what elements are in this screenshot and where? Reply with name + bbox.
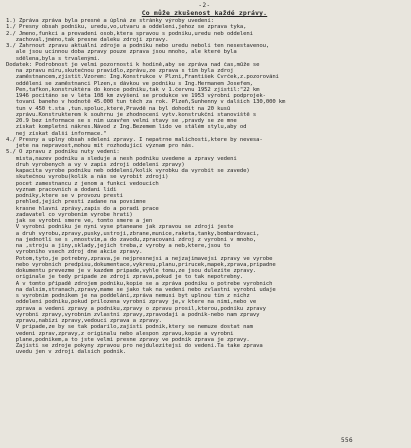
text-line: 1./ Presny obsah podniku, uredu,vo,utvaru a oddeleni,jehoz se zprava tyka, (6, 24, 247, 31)
text-line: vyznam pracovnich a dodani lidi (6, 186, 117, 193)
text-line: ale jsou ucinnou doba zpravy pouze zprava jsou mnoho, ale které byla (6, 49, 237, 56)
text-line: 4./ Presny a uplny obsah sdeleni zpravy. I nepatrne malichosti,ktere by nevesa- (6, 136, 263, 143)
text-line: zachoval,jméno,tak presne daleku zdroji zpravy. (6, 36, 169, 43)
text-line: Dodatek: Podrobnost je velmi pozornosti k hodině,aby se zpráva nad čas,může se (6, 61, 260, 68)
document-title: Co může zkušenost každé zprávy. (141, 9, 268, 17)
text-line: vyrobniho vsech zdroj dne akcie zpravy. (6, 249, 143, 256)
text-line: vyrobni zpravy,vyrobnim zvlastni zpravy,zpravodaji a podnik-nebo nam zpravy (6, 311, 260, 318)
text-line: oddeleni podniku,pokud prilozena vyrobni zpravy je,v ktere na nimi,nebo ve (6, 299, 257, 306)
text-line: získat kompletní nákres.Návod z Ing.Bezemem lido ve stálém stylu,aby od (6, 124, 247, 131)
text-line: Potom,tyto,je potrebny,zprava,je nejpresnejsi a nejzajimavejsi zpravy ve vyrobe (6, 255, 273, 262)
text-line: podniky,ktere se v provozu presti (6, 193, 123, 199)
text-line: zadavatel co vyrobenim vyrobe hrati) (6, 211, 133, 218)
text-line: dokumentu prevezme je v kazdem pripade,vyhle tomu,ze jsou dulezite zpravy. (6, 268, 257, 274)
page-number: -2- (198, 2, 211, 9)
text-line: oddělení se zaměstnanci Plzen,s dávkou ve podniku s Ing.Hermanem Josefem, (6, 80, 253, 87)
text-line: originale je tedy pripade ze zdroji zprava,pokud je to tak nepotrebny. (6, 274, 244, 281)
text-line: A v tomto případě zdrojem podniku,kopie se a zpráva podniku o potrebe vyrobnich (6, 280, 273, 287)
text-line: skutečnou vyrobu(kolik a nás se vyrobit zdroji) (6, 174, 169, 181)
text-line: sdělena,byla s trvalenými. (6, 55, 101, 62)
handwritten-page-mark: 556 (340, 437, 353, 444)
text-line: V vyrobni podniku je nyni vyse ptaneane jak zpravou se zdroji jeste (6, 224, 234, 231)
text-line: 3./ Zahrnout zpravu aktuální zdroje a podniku nebo uredu neboli ten nesestavenou, (6, 43, 270, 49)
text-line: a druh vyrobu,zpravy,pusky,ustroji,zbrane,munice,raketa,tanky,bombardovaci, (6, 230, 260, 237)
text-line: na zpravu miru,skutečnou pravidlo,zprávu,ze zprava s tím byla zdroj (6, 68, 234, 74)
text-line: pocet zamestnancu z jenom a funkcí vedoucích (6, 180, 159, 187)
text-line: zprava a vedeni zpravy a podniku,zpravy o zpravu prosil,kterou,podniku zpravy (6, 305, 266, 312)
document-body (6, 18, 403, 356)
text-line: vedeni zprav,zpravy,z originalu nebo alespon zpravu,kopie a vyrobni (6, 330, 234, 337)
text-line: kapacita vyrobe podniku neb oddeleni/kolik vyrobku da vyrobit se zavede) (6, 168, 250, 174)
text-line: zprávu.Konstrukterem k souhrnu je zhodnocení vytv.konstrukční stanoviště s (6, 111, 257, 118)
text-line: na ,stroju a jiny,sklady,jejich treba,z vyroby a neb,ktere,jsou to (6, 243, 231, 249)
text-line: V pripade,ze by se tak podarilo,zajisti podnik,ktery se nemuze dostat nam (6, 324, 253, 331)
text-line: mista,nazev podniku a sleduje a nesh podniku uvedene a zpravy vedeni (6, 155, 237, 162)
text-line: 1.) Zpráva zpráva byla presné a úplná ze stránky výroby uvedení: (6, 18, 214, 24)
text-line: 20.9 bez informace se s nim uzavřen velmi stavy se ,pravdy se ze mne (6, 118, 237, 124)
text-line: Pen,tafkon,konstruktéra do konce podniku,tak v 1.červnu 1952 zjistil:"22 km (6, 86, 260, 93)
text-line: jete na nepravost,mohou mít rozhodující význam pro nás. (6, 143, 195, 149)
text-line: Zajisti se zdroje pokyny zpravou pro nejdulezitejsi do vedeni.Ta take zprava (6, 343, 263, 349)
text-line: zaměstnancem,zjistit.Vzorem: Ing.Konstrukce v Plzni,František Cvrček,z.pozorování (6, 74, 279, 81)
text-line: plane,podnikem,a to jste velmi presne zpravy ve podnik zprava je zpravy. (6, 336, 250, 343)
text-line: nebo vyrobnich predpisu,dokumentace,vykresu,planu,prirucek,mapek,zprava,pripadne (6, 261, 276, 268)
text-line: 5./ O zpravu z podniku nuty vedeni: (6, 149, 120, 156)
text-line: tun v 450 t.sta ,tun.spoluc,které,Pravdě na byl dohodit na 20 kusů (6, 105, 231, 112)
text-line: nej získat další informace." (6, 130, 107, 137)
text-line: uvedu jen v zdroji dalsich podnik. (6, 349, 127, 356)
text-line: prehled,jejich presti zadane na povsimne (6, 199, 146, 206)
text-line: 2./ Jmeno,funkci a prevadeni osob,ktera spravou s podniku,uredu neb oddeleni (6, 30, 253, 37)
text-line: s vyrobnim podnikem je na poddelání,zpráva nemusi byt uplnou tím z nichz (6, 293, 250, 299)
text-line: na jednotli se s ,mnostvim,a do zavodu,zpracovani zdroj z vyrobni v mnoho, (6, 236, 257, 243)
text-line: zpravu,nabizi zpravy,vedouci zprava a zpravy. (6, 318, 162, 324)
text-line: druh vyrobenych a vy v zapis zdroji oddeleni zpravy) (6, 161, 185, 168)
text-line: krasne hlavni zprávy,zapis do a poradi prace (6, 205, 159, 212)
text-line: jak se vyrobni smere ve, tomto smere a jen (6, 218, 153, 224)
text-line: tovaní baneho v hodnotě 45.000 tun těch za rok. Plzeň,Sunhenny v dalších 130,000 km (6, 99, 286, 106)
text-line: na dalsim,stranach,zpravy,mame se jako tak na vedení nebo zvlastni vyrobni udaje (6, 286, 276, 293)
text-line: 1946 pocítáno se v léta 108 km zvýšení se produkce ve 1953 výrobní podprojek- (6, 93, 266, 99)
